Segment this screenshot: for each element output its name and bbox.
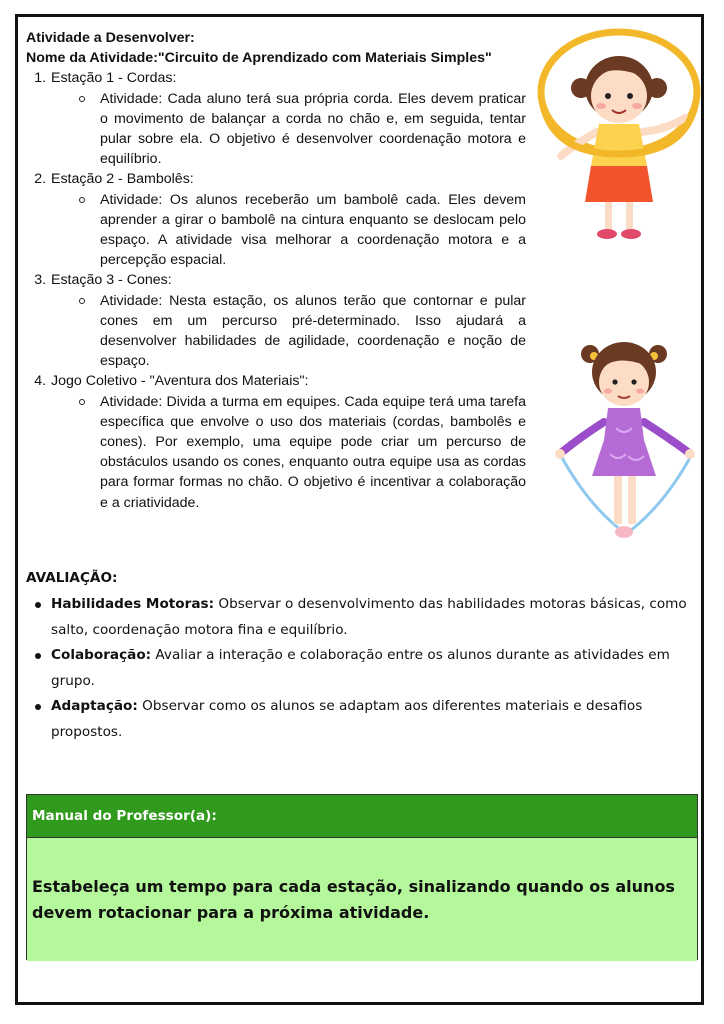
girl-jumping-rope-illustration	[548, 336, 703, 551]
station-item	[50, 270, 526, 371]
station-title: Jogo Coletivo - "Aventura dos Materiais":	[51, 373, 309, 390]
girl-with-hoop-illustration	[535, 26, 705, 246]
activity-section	[26, 28, 526, 513]
activity-heading: Atividade a Desenvolver:	[26, 30, 195, 46]
evaluation-item	[51, 694, 696, 745]
station-item	[50, 169, 526, 270]
activity-name: Nome da Atividade:"Circuito de Aprendizado com Materiais Simples"	[26, 50, 492, 67]
evaluation-text: Observar o desenvolvimento das habilidades motoras básicas, como salto, coordenação motora fina e equilíbrio.	[51, 596, 687, 638]
evaluation-label: Colaboração:	[51, 647, 152, 663]
evaluation-section	[26, 570, 696, 745]
station-list	[26, 68, 526, 512]
station-detail: Atividade: Cada aluno terá sua própria corda. Eles devem praticar o movimento de balançar a corda no chão e, em seguida, tentar pular sobre ela. O objetivo é desenvolver coordenação motora e equilíbrio.	[76, 89, 526, 170]
station-title: Estação 1 - Cordas:	[51, 70, 177, 87]
evaluation-label: Habilidades Motoras:	[51, 596, 215, 612]
station-title: Estação 3 - Cones:	[51, 272, 172, 289]
evaluation-item	[51, 592, 696, 643]
evaluation-list	[26, 592, 696, 745]
evaluation-text: Observar como os alunos se adaptam aos diferentes materiais e desafios propostos.	[51, 698, 643, 740]
evaluation-label: Adaptação:	[51, 698, 138, 714]
evaluation-item	[51, 643, 696, 694]
station-detail: Atividade: Os alunos receberão um bambolê cada. Eles devem aprender a girar o bambolê na cintura enquanto se deslocam pelo espaço. A atividade visa melhorar a coordenação motora e a percepção espacial.	[76, 190, 526, 271]
evaluation-title: AVALIAÇÃO:	[26, 570, 118, 586]
station-item	[50, 68, 526, 169]
station-detail: Atividade: Divida a turma em equipes. Cada equipe terá uma tarefa específica que envolve o uso dos materiais (cordas, bambolês e cones). Por exemplo, uma equipe pode criar um percurso de obstáculos usando os cones, enquanto outra equipe usa as cordas para formar formas no chão. O objetivo é incentivar a colaboração e a criatividade.	[76, 392, 526, 513]
evaluation-text: Avaliar a interação e colaboração entre os alunos durante as atividades em grupo.	[51, 647, 670, 689]
teacher-manual-title: Manual do Professor(a):	[27, 795, 697, 838]
teacher-manual-box	[26, 794, 698, 960]
station-title: Estação 2 - Bambolês:	[51, 171, 194, 188]
station-detail: Atividade: Nesta estação, os alunos terão que contornar e pular cones em um percurso pré-determinado. Isso ajudará a desenvolver habilidades de agilidade, coordenação e noção de espaço.	[76, 291, 526, 372]
teacher-manual-body: Estabeleça um tempo para cada estação, sinalizando quando os alunos devem rotacionar para a próxima atividade.	[27, 838, 697, 961]
station-item	[50, 371, 526, 512]
